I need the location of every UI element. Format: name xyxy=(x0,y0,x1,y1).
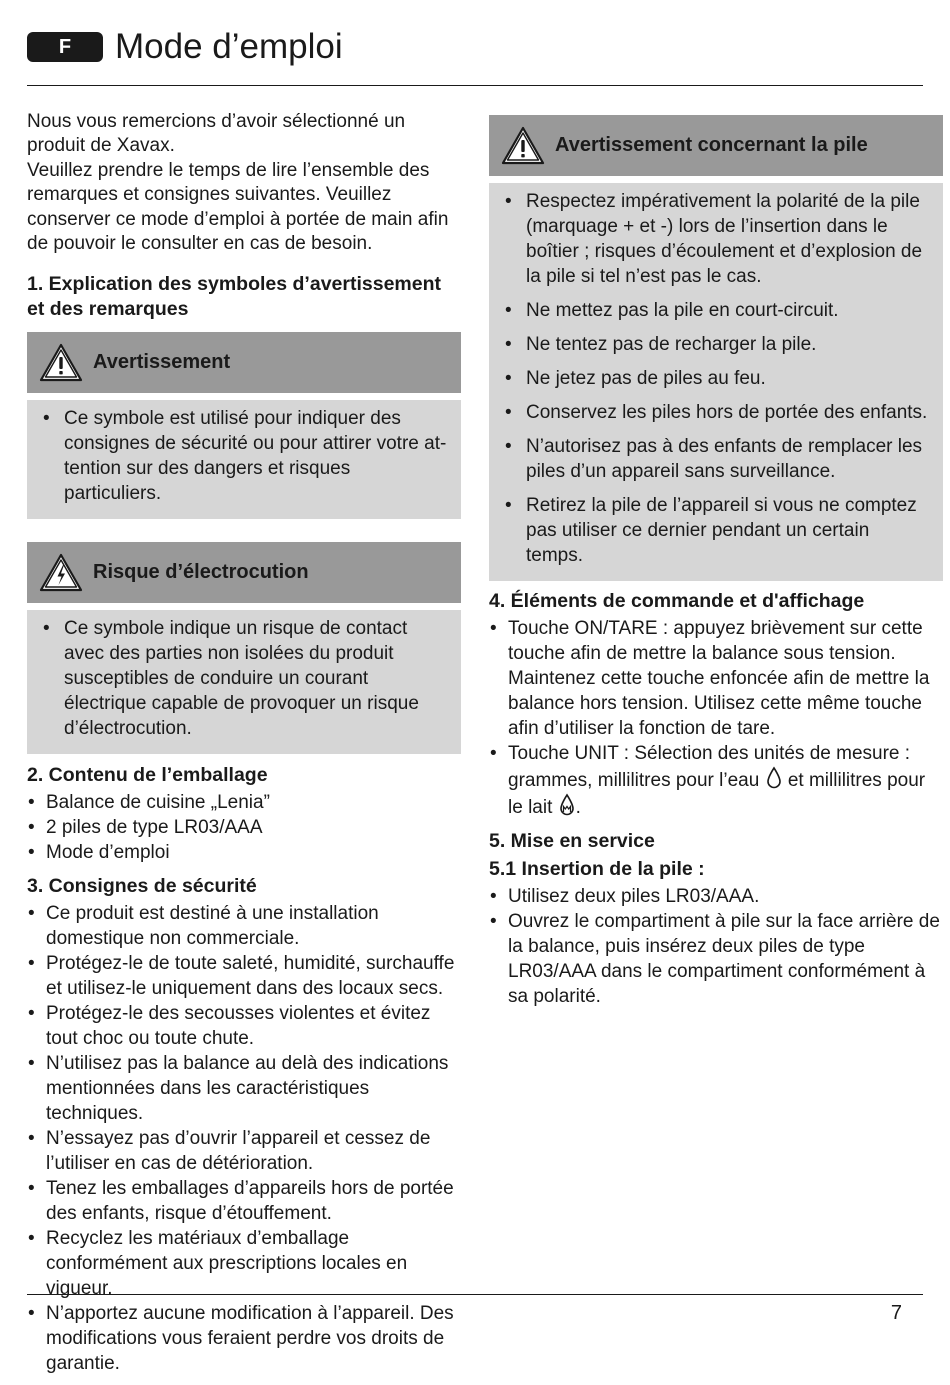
list-item: • Retirez la pile de l’appareil si vous ne comptez pas utiliser ce dernier pendant un certain temps. xyxy=(503,493,929,568)
warning-label: Avertissement xyxy=(93,351,231,374)
list-item: • Ne mettez pas la pile en court-circuit. xyxy=(503,298,929,323)
battery-warning-body xyxy=(489,183,943,581)
list-item: • Utilisez deux piles LR03/AAA. xyxy=(489,884,943,909)
electric-warning-body xyxy=(27,610,461,754)
section-2-title: 2. Contenu de l’emballage xyxy=(27,764,268,787)
list-item: • Ce produit est destiné à une installation domestique non commerciale. xyxy=(27,901,461,951)
warning-text: • Ce symbole est utilisé pour indiquer des consignes de sécurité ou pour attirer votre at-tention sur des dangers et risques particuliers. xyxy=(41,406,447,506)
right-column xyxy=(489,115,943,1018)
page-title: Mode d’emploi xyxy=(115,27,343,66)
electric-warning-header xyxy=(27,542,461,603)
list-item: • Ne tentez pas de recharger la pile. xyxy=(503,332,929,357)
intro-paragraph-1: Nous vous remercions d’avoir sélectionné un produit de Xavax. xyxy=(27,111,406,157)
list-item: • 2 piles de type LR03/AAA xyxy=(27,815,461,840)
list-item: • Protégez-le de toute saleté, humidité, surchauffe et utilisez-le uniquement dans des locaux secs. xyxy=(27,951,461,1001)
list-item: • N’essayez pas d’ouvrir l’appareil et cessez de l’utiliser en cas de détérioration. xyxy=(27,1126,461,1176)
intro-text xyxy=(27,110,461,256)
list-item: • Touche ON/TARE : appuyez brièvement sur cette touche afin de mettre la balance sous tension. Maintenez cette touche enfoncée afin de mettre la balance hors tension. Utilisez cette même touche afin d’utiliser la fonction de tare. xyxy=(489,616,943,741)
package-contents-list xyxy=(27,790,461,865)
intro-paragraph-2: Veuillez prendre le temps de lire l’ensemble des remarques et consignes suivantes. Veuillez conserver ce mode d’emploi à portée de main afin de pouvoir le consulter en cas de besoin. xyxy=(27,159,449,255)
section-5-title: 5. Mise en service xyxy=(489,830,655,852)
electric-hazard-icon xyxy=(39,553,83,593)
battery-warning-header xyxy=(489,115,943,176)
section-3-title: 3. Consignes de sécurité xyxy=(27,875,257,898)
list-item: • Conservez les piles hors de portée des enfants. xyxy=(503,400,929,425)
section-4-title: 4. Éléments de commande et d'affichage xyxy=(489,590,865,612)
list-item: • Ne jetez pas de piles au feu. xyxy=(503,366,929,391)
warning-triangle-icon xyxy=(39,343,83,383)
footer-rule xyxy=(27,1294,923,1295)
warning-body xyxy=(27,400,461,519)
water-drop-icon xyxy=(765,766,783,790)
list-item: • Ouvrez le compartiment à pile sur la face arrière de la balance, puis insérez deux piles de type LR03/AAA dans le compartiment conformément à sa polarité. xyxy=(489,909,943,1009)
electric-warning-label: Risque d’électrocution xyxy=(93,561,309,584)
list-item: • Tenez les emballages d’appareils hors de portée des enfants, risque d’étouffement. xyxy=(27,1176,461,1226)
list-item xyxy=(489,741,943,820)
electric-warning-text: • Ce symbole indique un risque de contact avec des parties non isolées du produit susceptibles de conduire un courant électrique capable de provoquer un risque d’électrocution. xyxy=(41,616,447,741)
list-item: • Recyclez les matériaux d’emballage conformément aux prescriptions locales en vigueur. xyxy=(27,1226,461,1301)
electric-warning-box xyxy=(27,542,461,754)
unit-text-a: Touche UNIT : Sélection des unités de mesure : grammes, millilitres pour l’eau xyxy=(508,743,911,791)
language-badge: F xyxy=(27,32,103,62)
list-item: • Balance de cuisine „Lenia” xyxy=(27,790,461,815)
safety-list xyxy=(27,901,461,1376)
battery-warning-box xyxy=(489,115,943,581)
page-number: 7 xyxy=(890,1302,902,1324)
warning-box xyxy=(27,332,461,519)
list-item: • N’apportez aucune modification à l’appareil. Des modifications vous feraient perdre vos droits de garantie. xyxy=(27,1301,461,1376)
warning-header xyxy=(27,332,461,393)
battery-insertion-list xyxy=(489,884,943,1009)
battery-warning-label: Avertissement concernant la pile xyxy=(555,134,868,156)
list-item: • Mode d’emploi xyxy=(27,840,461,865)
milk-drop-icon xyxy=(558,793,576,817)
left-column xyxy=(27,110,461,1385)
list-item: • N’utilisez pas la balance au delà des indications mentionnées dans les caractéristiques techniques. xyxy=(27,1051,461,1126)
unit-text-b: et millilitres pour le lait xyxy=(508,770,926,818)
unit-text-c: . xyxy=(575,797,581,818)
section-5-1-title: 5.1 Insertion de la pile : xyxy=(489,858,705,880)
list-item: • Protégez-le des secousses violentes et évitez tout choc ou toute chute. xyxy=(27,1001,461,1051)
controls-list xyxy=(489,616,943,820)
list-item: • Respectez impérativement la polarité de la pile (marquage + et -) lors de l’insertion dans le boîtier ; risques d’écoulement et d’explosion de la pile si tel n’est pas le cas. xyxy=(503,189,929,289)
page-header xyxy=(27,26,923,86)
list-item: • N’autorisez pas à des enfants de remplacer les piles d’un appareil sans surveillance. xyxy=(503,434,929,484)
section-1-title: 1. Explication des symboles d’avertissement et des remarques xyxy=(27,273,442,321)
warning-triangle-icon xyxy=(501,126,545,166)
